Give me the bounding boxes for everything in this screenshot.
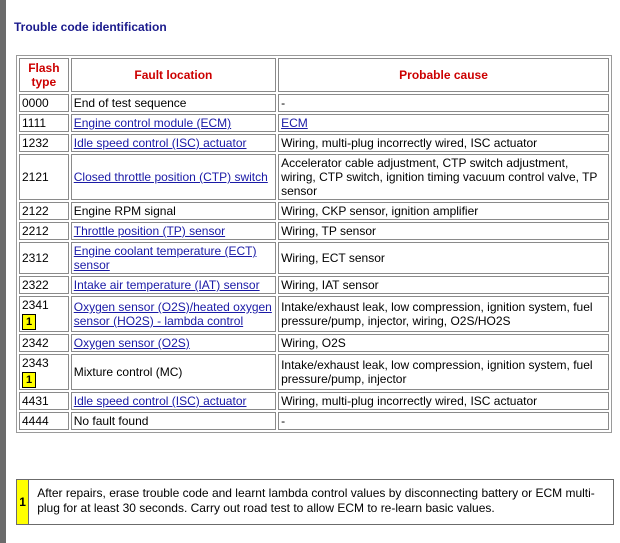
trouble-code-table — [16, 55, 612, 433]
fault-location-text: Engine RPM signal — [73, 204, 176, 218]
table-row — [19, 412, 609, 430]
table-row — [19, 276, 609, 294]
header-probable-cause: Probable cause — [278, 58, 609, 92]
probable-cause-text: - — [281, 96, 286, 110]
flash-code-cell — [19, 392, 69, 410]
flash-code-cell — [19, 334, 69, 352]
table-row — [19, 94, 609, 112]
flash-code: 1111 — [22, 116, 47, 130]
fault-location-link[interactable]: Intake air temperature (IAT) sensor — [73, 278, 260, 292]
flash-code-cell — [19, 202, 69, 220]
probable-cause-text: Wiring, IAT sensor — [281, 278, 379, 292]
flash-code-cell — [19, 276, 69, 294]
flash-code: 2341 — [22, 298, 49, 312]
fault-location-cell — [71, 154, 276, 200]
table-body — [19, 94, 609, 430]
fault-location-link[interactable]: Engine coolant temperature (ECT) sensor — [73, 244, 257, 272]
fault-location-cell — [71, 412, 276, 430]
fault-location-link[interactable]: Closed throttle position (CTP) switch — [73, 170, 268, 184]
probable-cause-text: Wiring, ECT sensor — [281, 251, 385, 265]
flash-code: 2342 — [22, 336, 49, 350]
probable-cause-text: Wiring, O2S — [281, 336, 346, 350]
fault-location-cell — [71, 354, 276, 390]
fault-location-text: Mixture control (MC) — [73, 365, 183, 379]
flash-code: 2122 — [22, 204, 49, 218]
fault-location-cell — [71, 114, 276, 132]
flash-code: 0000 — [22, 96, 49, 110]
table-row — [19, 392, 609, 410]
probable-cause-text: Wiring, multi-plug incorrectly wired, ISC actuator — [281, 394, 538, 408]
table-row — [19, 242, 609, 274]
flash-code: 2121 — [22, 170, 49, 184]
probable-cause-text: Wiring, CKP sensor, ignition amplifier — [281, 204, 479, 218]
probable-cause-text: Intake/exhaust leak, low compression, ignition system, fuel pressure/pump, injector, wiring, O2S/HO2S — [281, 300, 593, 328]
footnote-badge[interactable]: 1 — [22, 372, 36, 388]
fault-location-cell — [71, 202, 276, 220]
table-row — [19, 114, 609, 132]
flash-code: 4444 — [22, 414, 49, 428]
table-row — [19, 222, 609, 240]
probable-cause-cell — [278, 354, 609, 390]
fault-location-link[interactable]: Oxygen sensor (O2S) — [73, 336, 190, 350]
probable-cause-cell — [278, 134, 609, 152]
flash-code-cell — [19, 114, 69, 132]
fault-location-link[interactable]: Idle speed control (ISC) actuator — [73, 394, 247, 408]
flash-code: 4431 — [22, 394, 49, 408]
table-row — [19, 334, 609, 352]
fault-location-text: No fault found — [73, 414, 149, 428]
probable-cause-cell — [278, 412, 609, 430]
footnote-marker: 1 — [17, 480, 29, 524]
flash-code-cell — [19, 412, 69, 430]
flash-code: 2322 — [22, 278, 49, 292]
probable-cause-cell — [278, 222, 609, 240]
fault-location-cell — [71, 392, 276, 410]
table-row — [19, 296, 609, 332]
flash-code-cell — [19, 222, 69, 240]
fault-location-link[interactable]: Throttle position (TP) sensor — [73, 224, 226, 238]
probable-cause-cell — [278, 154, 609, 200]
flash-code-cell — [19, 296, 69, 332]
flash-code: 1232 — [22, 136, 49, 150]
probable-cause-cell — [278, 114, 609, 132]
probable-cause-text: Wiring, TP sensor — [281, 224, 376, 238]
fault-location-cell — [71, 296, 276, 332]
footnote-badge[interactable]: 1 — [22, 314, 36, 330]
left-frame-border — [0, 0, 6, 543]
table-row — [19, 354, 609, 390]
flash-code-cell — [19, 354, 69, 390]
probable-cause-cell — [278, 202, 609, 220]
flash-code-cell — [19, 242, 69, 274]
probable-cause-text: - — [281, 414, 286, 428]
table-row — [19, 202, 609, 220]
header-flash-type: Flash type — [19, 58, 69, 92]
fault-location-cell — [71, 94, 276, 112]
fault-location-cell — [71, 334, 276, 352]
flash-code: 2212 — [22, 224, 49, 238]
probable-cause-cell — [278, 392, 609, 410]
fault-location-cell — [71, 242, 276, 274]
flash-code: 2312 — [22, 251, 49, 265]
fault-location-cell — [71, 276, 276, 294]
probable-cause-text: Intake/exhaust leak, low compression, ignition system, fuel pressure/pump, injector — [281, 358, 593, 386]
table-row — [19, 134, 609, 152]
fault-location-link[interactable]: Idle speed control (ISC) actuator — [73, 136, 247, 150]
flash-code-cell — [19, 94, 69, 112]
fault-location-cell — [71, 222, 276, 240]
probable-cause-cell — [278, 276, 609, 294]
footnote-text: After repairs, erase trouble code and learnt lambda control values by disconnecting battery or ECM multi-plug for at least 30 seconds. Carry out road test to allow ECM to re-learn basic values. — [37, 486, 595, 515]
table-header-row — [19, 58, 609, 92]
footnote-box — [16, 479, 614, 525]
header-fault-location: Fault location — [71, 58, 276, 92]
flash-code-cell — [19, 154, 69, 200]
fault-location-link[interactable]: Engine control module (ECM) — [73, 116, 232, 130]
probable-cause-text: Accelerator cable adjustment, CTP switch adjustment, wiring, CTP switch, ignition timing vacuum control valve, TP sensor — [281, 156, 598, 198]
probable-cause-cell — [278, 334, 609, 352]
fault-location-cell — [71, 134, 276, 152]
fault-location-link[interactable]: Oxygen sensor (O2S)/heated oxygen sensor (HO2S) - lambda control — [73, 300, 272, 328]
probable-cause-text: Wiring, multi-plug incorrectly wired, ISC actuator — [281, 136, 538, 150]
probable-cause-cell — [278, 94, 609, 112]
fault-location-text: End of test sequence — [73, 96, 187, 110]
table-row — [19, 154, 609, 200]
page-title: Trouble code identification — [14, 20, 167, 34]
probable-cause-cell — [278, 296, 609, 332]
probable-cause-link[interactable]: ECM — [281, 116, 308, 130]
probable-cause-cell — [278, 242, 609, 274]
flash-code: 2343 — [22, 356, 49, 370]
flash-code-cell — [19, 134, 69, 152]
